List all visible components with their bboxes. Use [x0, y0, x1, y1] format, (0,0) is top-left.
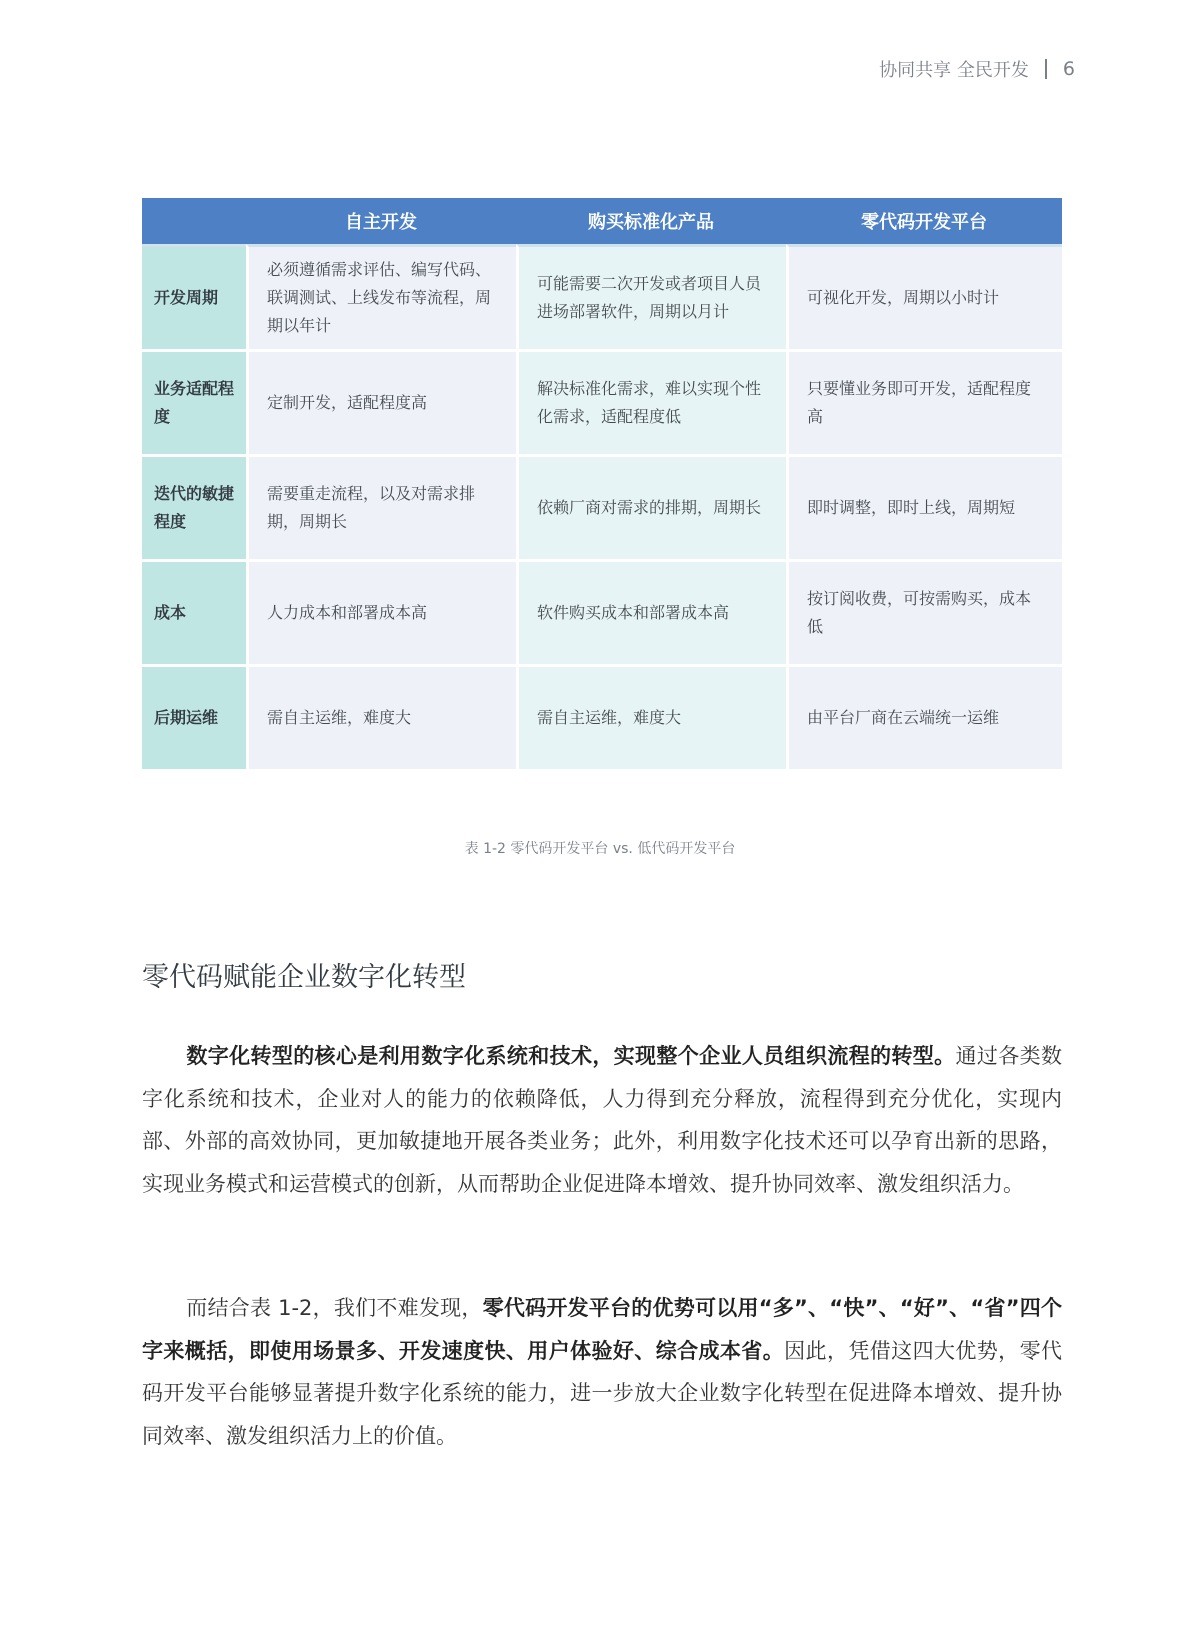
- table-row: [142, 559, 1062, 664]
- p1-body: 通过各类数字化系统和技术，企业对人的能力的依赖降低，人力得到充分释放，流程得到充分优化，实现内部、外部的高效协同，更加敏捷地开展各类业务；此外，利用数字化技术还可以孕育出新的思路，实现业务模式和运营模式的创新，从而帮助企业促进降本增效、提升协同效率、激发组织活力。: [142, 1044, 1063, 1196]
- header-cell-self-dev: 自主开发: [246, 198, 516, 244]
- table-row: [142, 454, 1062, 559]
- table-cell: 人力成本和部署成本高: [246, 559, 516, 664]
- header-cell-blank: [142, 198, 246, 244]
- table-cell: 需自主运维，难度大: [246, 664, 516, 769]
- table-cell: 需要重走流程，以及对需求排期，周期长: [246, 454, 516, 559]
- page-number: 6: [1062, 58, 1075, 80]
- table-cell: 即时调整，即时上线，周期短: [786, 454, 1062, 559]
- table-caption: 表 1-2 零代码开发平台 vs. 低代码开发平台: [464, 841, 736, 857]
- paragraph-1: [142, 1035, 1062, 1205]
- table-cell: 可视化开发，周期以小时计: [786, 244, 1062, 349]
- row-label: 迭代的敏捷程度: [142, 454, 246, 559]
- table-cell: 需自主运维，难度大: [516, 664, 786, 769]
- row-label: 成本: [142, 559, 246, 664]
- row-label: 开发周期: [142, 244, 246, 349]
- section-heading: 零代码赋能企业数字化转型: [142, 962, 466, 993]
- table-cell: 按订阅收费，可按需购买，成本低: [786, 559, 1062, 664]
- table-cell: 依赖厂商对需求的排期，周期长: [516, 454, 786, 559]
- table-row: [142, 244, 1062, 349]
- page-header: [879, 56, 1075, 82]
- header-cell-zero-code: 零代码开发平台: [786, 198, 1062, 244]
- table-header-row: [142, 198, 1062, 244]
- header-title: 协同共享 全民开发: [879, 60, 1029, 81]
- table-cell: 只要懂业务即可开发，适配程度高: [786, 349, 1062, 454]
- table-cell: 软件购买成本和部署成本高: [516, 559, 786, 664]
- header-divider: [1045, 59, 1047, 79]
- table-cell: 由平台厂商在云端统一运维: [786, 664, 1062, 769]
- table-cell: 必须遵循需求评估、编写代码、联调测试、上线发布等流程，周期以年计: [246, 244, 516, 349]
- comparison-table: [142, 198, 1062, 769]
- header-cell-standard-product: 购买标准化产品: [516, 198, 786, 244]
- row-label: 业务适配程度: [142, 349, 246, 454]
- p2-lead: 而结合表 1-2，我们不难发现，: [186, 1296, 483, 1320]
- table-cell: 解决标准化需求，难以实现个性化需求，适配程度低: [516, 349, 786, 454]
- p2-bold: 零代码开发平台的优势可以用“多”、“快”、“好”、“省”四个字来概括，即使用场景多、开发速度快、用户体验好、综合成本省。: [142, 1296, 1062, 1363]
- table-cell: 定制开发，适配程度高: [246, 349, 516, 454]
- table-cell: 可能需要二次开发或者项目人员进场部署软件，周期以月计: [516, 244, 786, 349]
- p1-bold-lead: 数字化转型的核心是利用数字化系统和技术，实现整个企业人员组织流程的转型。: [186, 1044, 956, 1068]
- row-label: 后期运维: [142, 664, 246, 769]
- paragraph-2: [142, 1287, 1062, 1457]
- p2-body: 因此，凭借这四大优势，零代码开发平台能够显著提升数字化系统的能力，进一步放大企业数字化转型在促进降本增效、提升协同效率、激发组织活力上的价值。: [142, 1338, 1062, 1448]
- table-row: [142, 349, 1062, 454]
- table-row: [142, 664, 1062, 769]
